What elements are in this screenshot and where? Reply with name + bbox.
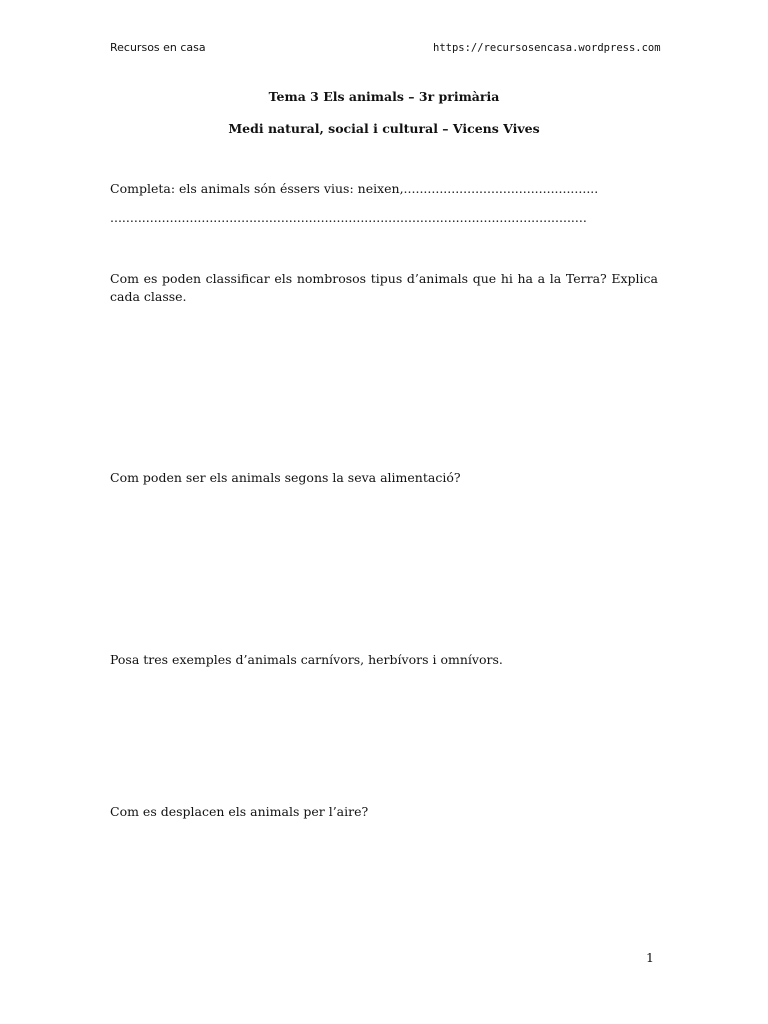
worksheet-subtitle: Medi natural, social i cultural – Vicens Vives (228, 121, 540, 136)
page-number: 1 (646, 950, 654, 965)
worksheet-title: Tema 3 Els animals – 3r primària (268, 89, 500, 104)
answer-dotted-line: ........................................................................................................................ (110, 210, 587, 225)
question-air-movement: Com es desplacen els animals per l’aire? (110, 804, 369, 819)
question-feeding: Com poden ser els animals segons la seva alimentació? (110, 470, 461, 485)
header-site-url: https://recursosencasa.wordpress.com (433, 42, 661, 54)
header-site-name: Recursos en casa (110, 41, 206, 54)
question-complete: Completa: els animals són éssers vius: neixen,................................................. (110, 181, 599, 196)
question-examples: Posa tres exemples d’animals carnívors, herbívors i omnívors. (110, 652, 503, 667)
question-classify-animals: Com es poden classificar els nombrosos tipus d’animals que hi ha a la Terra? Explica cada classe. (110, 271, 658, 304)
